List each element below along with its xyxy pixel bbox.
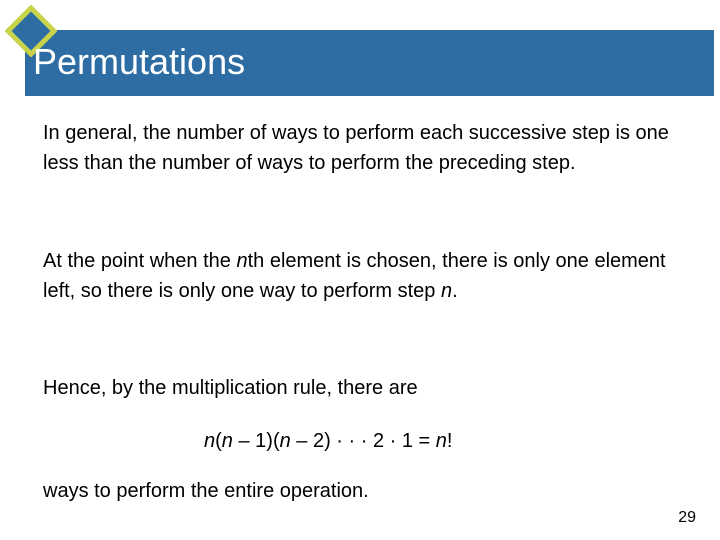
paragraph-general-rule: In general, the number of ways to perform each successive step is one less than the number of ways to perform the preceding step. [43, 122, 669, 174]
variable-n: n [204, 430, 216, 452]
paragraph-text: At the point when the [43, 250, 237, 272]
paragraph-text: th element is chosen, there is only one element left, so there is only one way to perform step [43, 250, 666, 302]
variable-n: n [221, 430, 233, 452]
multiplication-dot: · [389, 430, 397, 452]
slide-title: Permutations [33, 41, 246, 82]
variable-n: n [440, 280, 453, 302]
variable-n: n [435, 430, 447, 452]
formula-text: – 1)( [232, 430, 280, 452]
paragraph-multiplication-rule: Hence, by the multiplication rule, there are [43, 377, 418, 399]
page-number: 29 [678, 509, 696, 526]
factorial-formula [204, 426, 452, 456]
formula-text: ! [446, 430, 453, 452]
formula-text: ( [215, 430, 222, 452]
paragraph-nth-element [43, 246, 683, 306]
formula-text: 1 = [396, 430, 436, 452]
variable-n: n [279, 430, 291, 452]
variable-n: n [236, 250, 248, 272]
paragraph-text: . [452, 280, 458, 302]
formula-text: – 2) · · · 2 [290, 430, 390, 452]
paragraph-conclusion: ways to perform the entire operation. [43, 480, 369, 502]
